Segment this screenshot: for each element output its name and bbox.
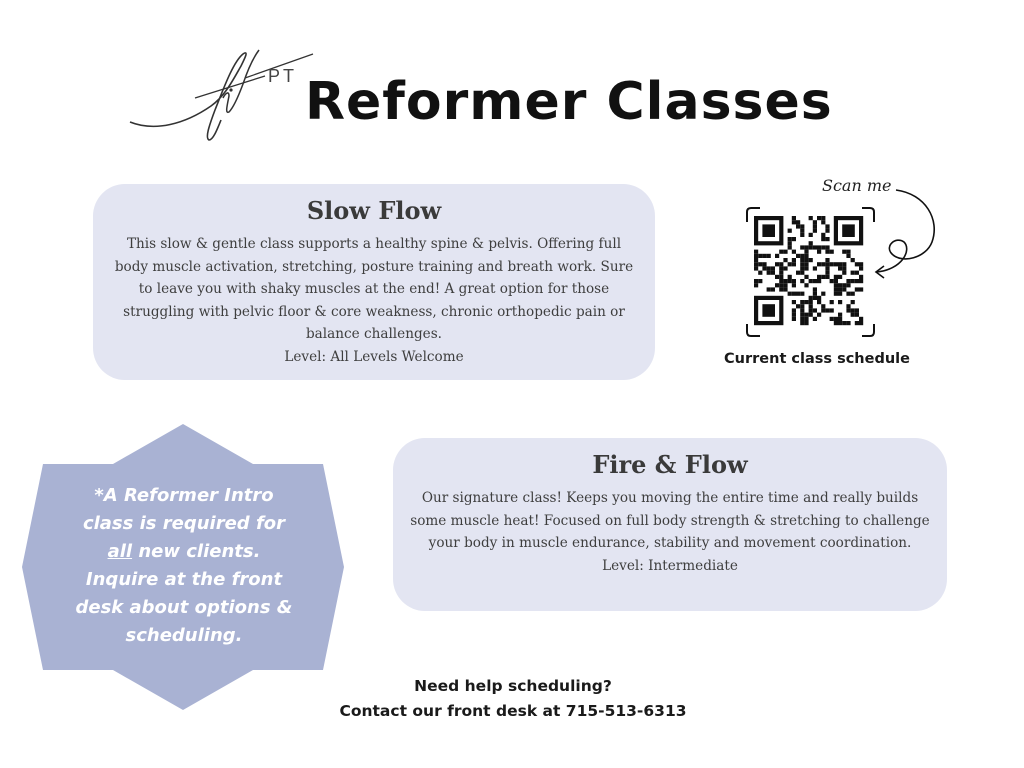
class-title: Slow Flow [306, 196, 442, 225]
qr-caption: Current class schedule [724, 351, 910, 367]
notice-emphasis: all [107, 541, 133, 562]
notice-text-part2: new clients. Inquire at the front desk about options & scheduling. [75, 541, 293, 646]
class-card-fire-and-flow [393, 438, 947, 611]
scheduling-help [313, 674, 713, 724]
intro-class-notice [72, 482, 296, 650]
class-level: Level: All Levels Welcome [284, 348, 464, 365]
class-description: Our signature class! Keeps you moving the entire time and really builds some muscle heat! Focused on full body strength & stretching to challenge your body in muscle endurance, stability and movement coordination. [410, 490, 930, 552]
qr-code-icon[interactable] [740, 172, 940, 347]
help-contact: Contact our front desk at 715-513-6313 [339, 702, 687, 720]
page-title: Reformer Classes [305, 72, 833, 132]
logo-pt-mark: PT [268, 66, 298, 86]
class-card-slow-flow [93, 184, 655, 380]
fit-logo [125, 40, 315, 150]
scan-me-callout: Scan me [822, 176, 892, 195]
help-question: Need help scheduling? [414, 677, 612, 695]
notice-text-part1: *A Reformer Intro class is required for [82, 485, 286, 534]
class-level: Level: Intermediate [602, 557, 738, 574]
class-title: Fire & Flow [592, 450, 748, 479]
class-description: This slow & gentle class supports a healthy spine & pelvis. Offering full body muscle activation, stretching, posture training and breath work. Sure to leave you with shaky muscles at the end! A great option for those struggling with pelvic floor & core weakness, chronic orthopedic pain or balance challenges. [114, 236, 634, 343]
